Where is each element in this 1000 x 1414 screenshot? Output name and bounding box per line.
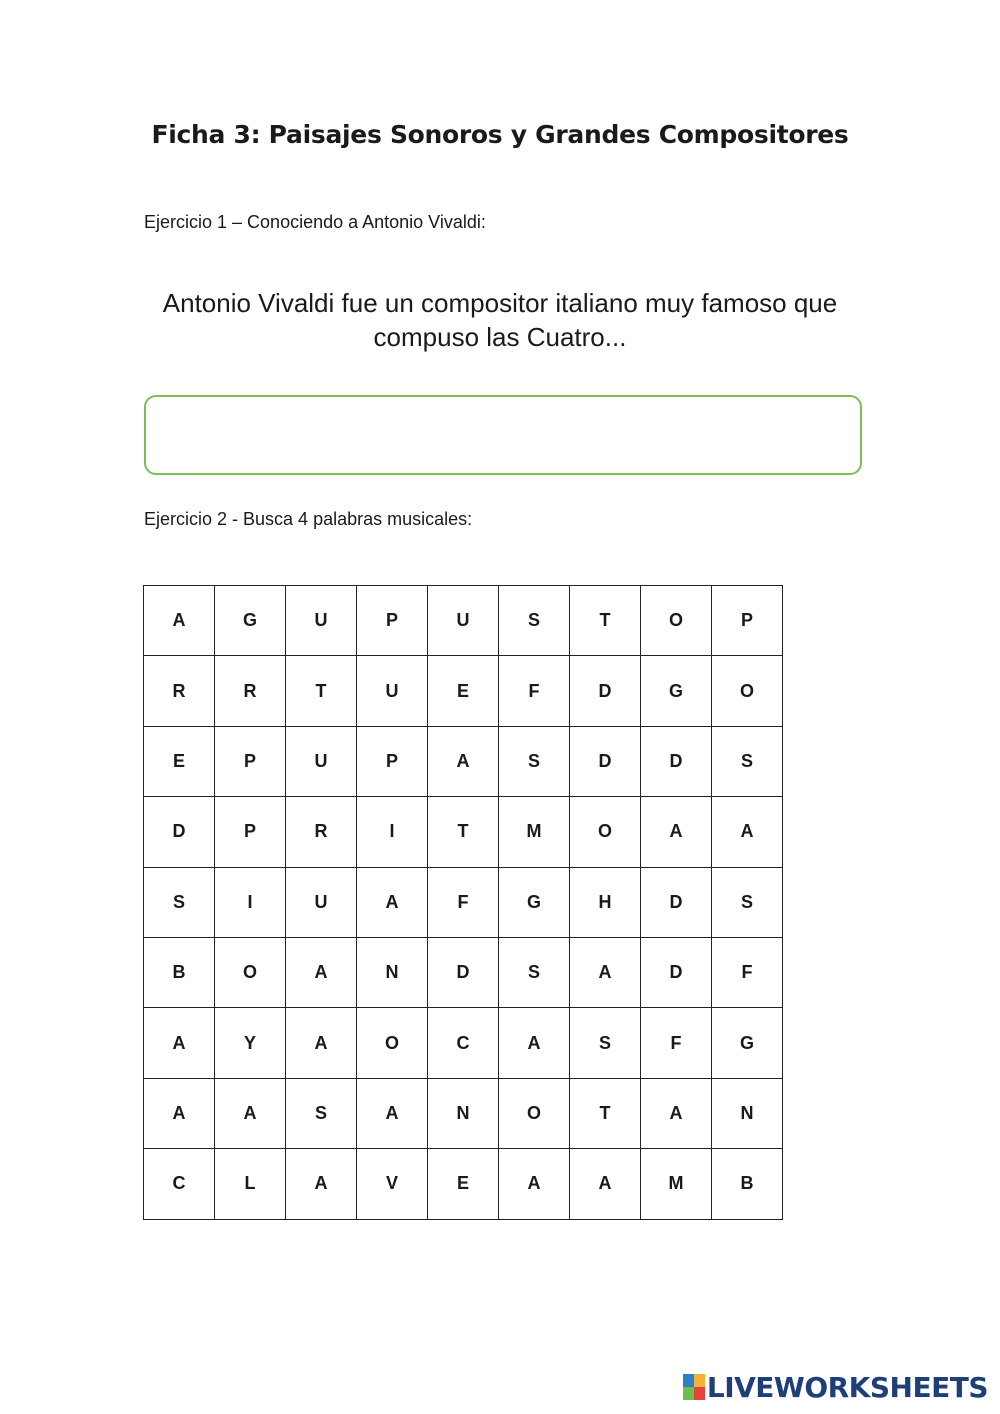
grid-cell[interactable]: S (712, 867, 783, 937)
grid-cell[interactable]: O (357, 1008, 428, 1078)
grid-cell[interactable]: S (499, 586, 570, 656)
grid-cell[interactable]: P (215, 726, 286, 796)
grid-row (144, 1078, 783, 1148)
grid-row (144, 1008, 783, 1078)
grid-cell[interactable]: S (712, 726, 783, 796)
grid-cell[interactable]: N (712, 1078, 783, 1148)
grid-cell[interactable]: U (286, 726, 357, 796)
grid-row (144, 797, 783, 867)
grid-cell[interactable]: D (641, 726, 712, 796)
grid-cell[interactable]: M (499, 797, 570, 867)
grid-cell[interactable]: T (570, 1078, 641, 1148)
grid-row (144, 867, 783, 937)
exercise2-label: Ejercicio 2 - Busca 4 palabras musicales: (144, 509, 473, 529)
grid-cell[interactable]: O (215, 937, 286, 1007)
grid-cell[interactable]: B (144, 937, 215, 1007)
grid-row (144, 937, 783, 1007)
grid-cell[interactable]: S (570, 1008, 641, 1078)
grid-cell[interactable]: S (144, 867, 215, 937)
grid-cell[interactable]: A (357, 867, 428, 937)
grid-cell[interactable]: T (570, 586, 641, 656)
grid-cell[interactable]: A (215, 1078, 286, 1148)
grid-row (144, 586, 783, 656)
grid-cell[interactable]: A (144, 1008, 215, 1078)
grid-cell[interactable]: T (286, 656, 357, 726)
prompt-line-1: Antonio Vivaldi fue un compositor italiano muy famoso que (162, 288, 838, 318)
grid-cell[interactable]: A (641, 797, 712, 867)
prompt-line-2: compuso las Cuatro... (373, 322, 627, 352)
grid-cell[interactable]: A (499, 1008, 570, 1078)
grid-cell[interactable]: A (428, 726, 499, 796)
grid-cell[interactable]: A (499, 1149, 570, 1219)
grid-cell[interactable]: D (570, 656, 641, 726)
grid-cell[interactable]: E (428, 1149, 499, 1219)
grid-cell[interactable]: Y (215, 1008, 286, 1078)
grid-cell[interactable]: U (428, 586, 499, 656)
grid-cell[interactable]: O (570, 797, 641, 867)
word-search-grid (143, 585, 783, 1220)
grid-cell[interactable]: S (499, 937, 570, 1007)
grid-cell[interactable]: S (286, 1078, 357, 1148)
logo-text: LIVEWORKSHEETS (706, 1370, 988, 1404)
grid-cell[interactable]: A (286, 1008, 357, 1078)
grid-cell[interactable]: A (144, 586, 215, 656)
grid-cell[interactable]: T (428, 797, 499, 867)
grid-cell[interactable]: R (286, 797, 357, 867)
grid-cell[interactable]: F (641, 1008, 712, 1078)
grid-cell[interactable]: P (712, 586, 783, 656)
grid-cell[interactable]: G (641, 656, 712, 726)
grid-cell[interactable]: S (499, 726, 570, 796)
grid-cell[interactable]: O (641, 586, 712, 656)
grid-cell[interactable]: A (286, 1149, 357, 1219)
page-title: Ficha 3: Paisajes Sonoros y Grandes Compositores (151, 120, 849, 149)
grid-cell[interactable]: R (144, 656, 215, 726)
grid-cell[interactable]: A (570, 937, 641, 1007)
grid-cell[interactable]: N (428, 1078, 499, 1148)
grid-cell[interactable]: G (712, 1008, 783, 1078)
grid-cell[interactable]: U (357, 656, 428, 726)
grid-cell[interactable]: C (428, 1008, 499, 1078)
grid-cell[interactable]: U (286, 586, 357, 656)
grid-cell[interactable]: E (144, 726, 215, 796)
grid-cell[interactable]: G (499, 867, 570, 937)
exercise1-label: Ejercicio 1 – Conociendo a Antonio Vivaldi: (144, 212, 486, 232)
grid-cell[interactable]: P (357, 726, 428, 796)
grid-cell[interactable]: E (428, 656, 499, 726)
grid-cell[interactable]: I (215, 867, 286, 937)
grid-cell[interactable]: H (570, 867, 641, 937)
grid-cell[interactable]: D (570, 726, 641, 796)
grid-cell[interactable]: D (144, 797, 215, 867)
grid-cell[interactable]: O (499, 1078, 570, 1148)
grid-cell[interactable]: I (357, 797, 428, 867)
grid-row (144, 726, 783, 796)
grid-cell[interactable]: A (641, 1078, 712, 1148)
grid-row (144, 1149, 783, 1219)
grid-cell[interactable]: C (144, 1149, 215, 1219)
grid-cell[interactable]: F (712, 937, 783, 1007)
grid-cell[interactable]: G (215, 586, 286, 656)
grid-cell[interactable]: F (428, 867, 499, 937)
answer-input[interactable] (144, 395, 862, 475)
grid-cell[interactable]: F (499, 656, 570, 726)
grid-cell[interactable]: D (641, 867, 712, 937)
grid-cell[interactable]: R (215, 656, 286, 726)
grid-cell[interactable]: B (712, 1149, 783, 1219)
liveworksheets-logo-icon (683, 1374, 705, 1400)
grid-cell[interactable]: O (712, 656, 783, 726)
grid-cell[interactable]: P (357, 586, 428, 656)
grid-cell[interactable]: D (428, 937, 499, 1007)
grid-cell[interactable]: L (215, 1149, 286, 1219)
grid-cell[interactable]: A (357, 1078, 428, 1148)
grid-cell[interactable]: M (641, 1149, 712, 1219)
grid-cell[interactable]: A (144, 1078, 215, 1148)
grid-cell[interactable]: U (286, 867, 357, 937)
grid-cell[interactable]: A (570, 1149, 641, 1219)
grid-cell[interactable]: D (641, 937, 712, 1007)
grid-row (144, 656, 783, 726)
liveworksheets-logo (683, 1370, 988, 1404)
grid-cell[interactable]: A (286, 937, 357, 1007)
grid-cell[interactable]: N (357, 937, 428, 1007)
grid-cell[interactable]: V (357, 1149, 428, 1219)
grid-cell[interactable]: A (712, 797, 783, 867)
grid-cell[interactable]: P (215, 797, 286, 867)
exercise1-prompt (130, 286, 870, 354)
